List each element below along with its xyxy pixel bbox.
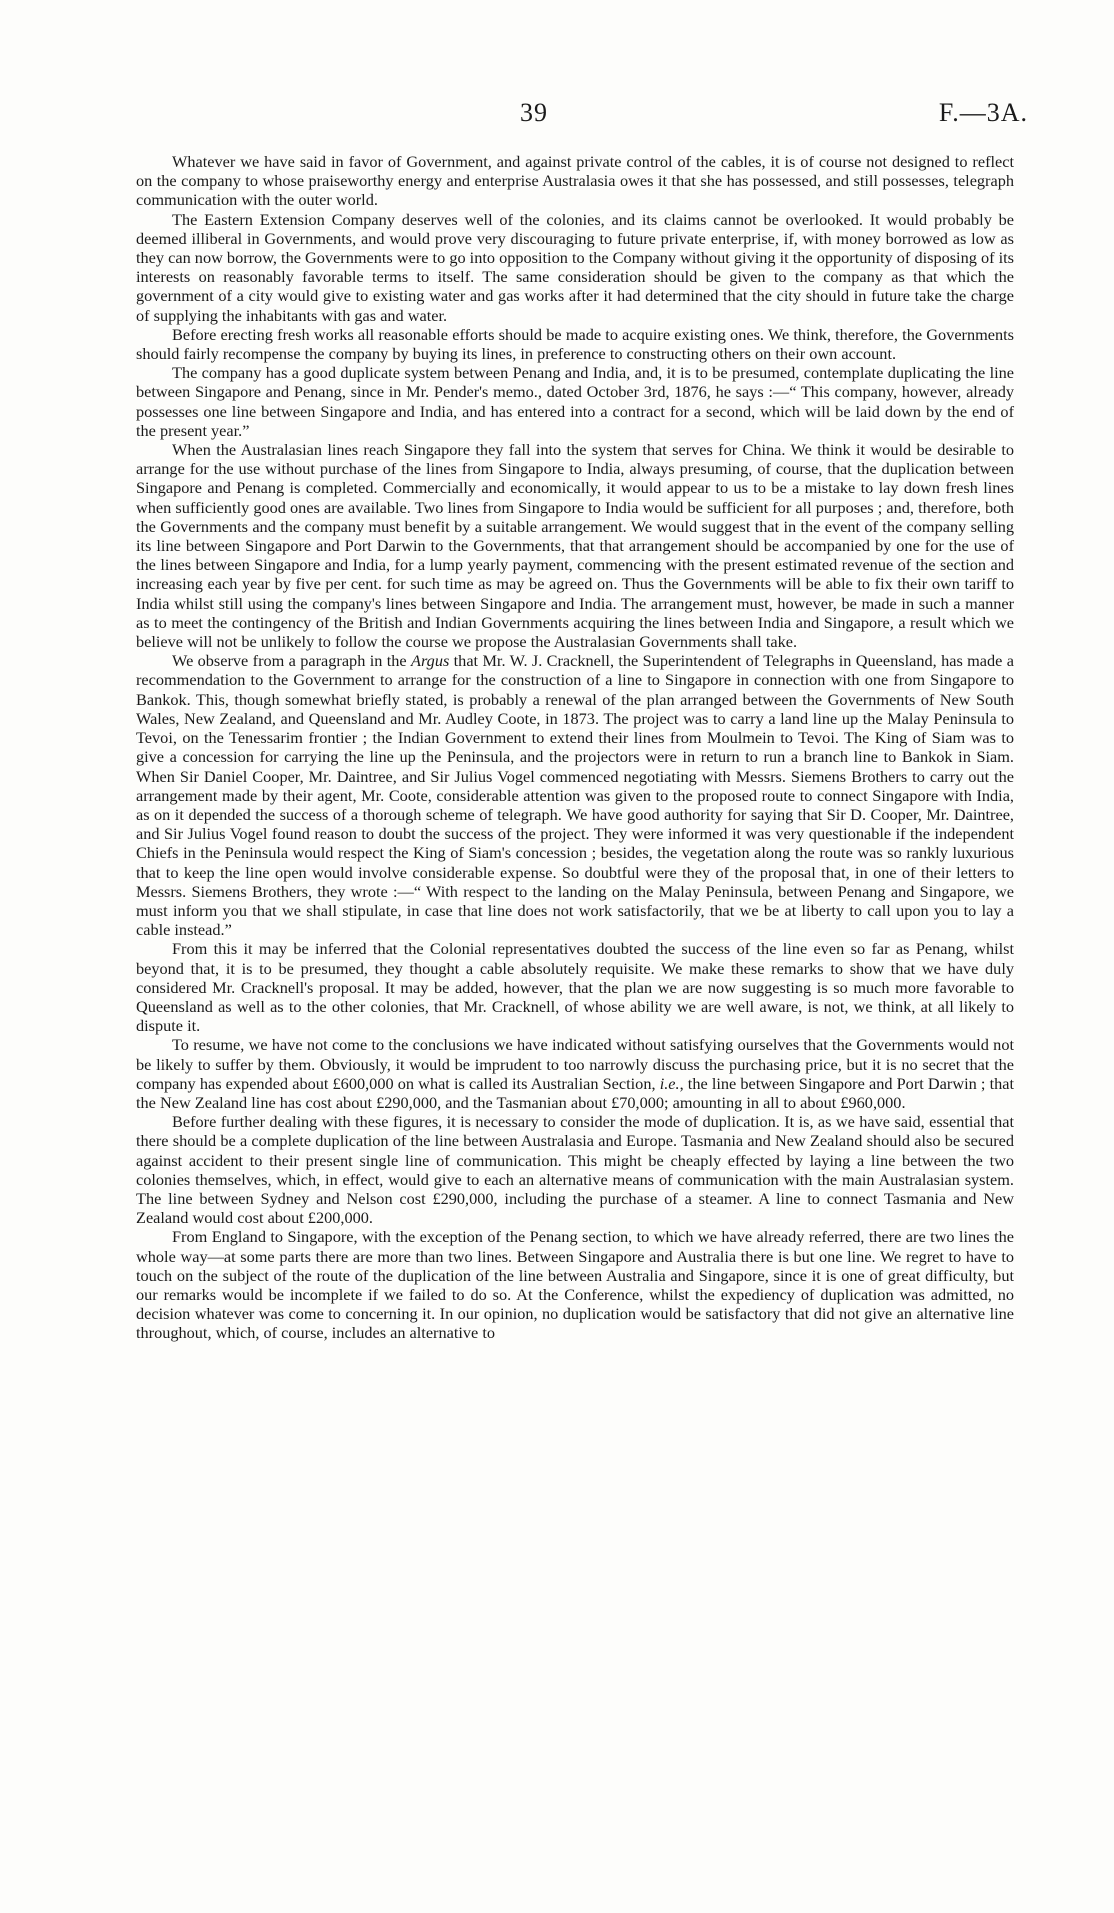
paragraph: From England to Singapore, with the exception of the Penang section, to which we have already referred, there are two lines the whole way—at some parts there are more than two lines. Between Singapore and Australia there is but one line. We regret to have to touch on the subject of the route of the duplication of the line between Australia and Singapore, since it is one of great difficulty, but our remarks would be incomplete if we failed to do so. At the Conference, whilst the expediency of duplication was admitted, no decision whatever was come to concerning it. In our opinion, no duplication would be satisfactory that did not give an alternative line throughout, which, of course, includes an alternative to [136,1227,1014,1343]
paragraph: The company has a good duplicate system between Penang and India, and, it is to be presumed, contemplate duplicating the line between Singapore and Penang, since in Mr. Pender's memo., dated October 3rd, 1876, he says :—“ This company, however, already possesses one line between Singapore and India, and has entered into a contract for a second, which will be laid down by the end of the present year.” [136,363,1014,440]
paragraph: Before erecting fresh works all reasonable efforts should be made to acquire existing ones. We think, therefore, the Governments should fairly recompense the company by buying its lines, in preference to constructing others on their own account. [136,324,1014,364]
paragraph: From this it may be inferred that the Colonial representatives doubted the success of the line even so far as Penang, whilst beyond that, it is to be presumed, they thought a cable absolutely requisite. We make these remarks to show that we have duly considered Mr. Cracknell's proposal. It may be added, however, that the plan we are now suggesting is so much more favorable to Queensland as well as to the other colonies, that Mr. Cracknell, of whose ability we are well aware, is not, we think, at all likely to dispute it. [136,939,1014,1036]
page-number: 39 [520,98,548,127]
paragraph: To resume, we have not come to the conclusions we have indicated without satisfying ourselves that the Governments would not be likely to suffer by them. Obviously, it would be imprudent to too narrowly discuss the purchasing price, but it is no secret that the company has expended about £600,000 on what is called its Australian Section, i.e., the line between Singapore and Port Darwin ; that the New Zealand line has cost about £290,000, and the Tasmanian about £70,000; amounting in all to about £960,000. [136,1035,1014,1112]
body-text [136,152,1014,1343]
paragraph: Before further dealing with these figures, it is necessary to consider the mode of duplication. It is, as we have said, essential that there should be a complete duplication of the line between Australasia and Europe. Tasmania and New Zealand should also be secured against accident to their present single line of communication. This might be cheaply effected by laying a line between the two colonies themselves, which, in effect, would give to each an alternative means of communication with the main Australasian system. The line between Sydney and Nelson cost £290,000, including the purchase of a steamer. A line to connect Tasmania and New Zealand would cost about £200,000. [136,1112,1014,1228]
paragraph: The Eastern Extension Company deserves well of the colonies, and its claims cannot be overlooked. It would probably be deemed illiberal in Governments, and would prove very discouraging to future private enterprise, if, with money borrowed as low as they can now borrow, the Governments were to go into opposition to the Company without giving it the opportunity of disposing of its interests on reasonably favorable terms to itself. The same consideration should be given to the company as that which the government of a city would give to existing water and gas works after it had determined that the city should in future take the charge of supplying the inhabitants with gas and water. [136,209,1014,325]
page-header [0,98,1114,132]
paragraph: When the Australasian lines reach Singapore they fall into the system that serves for China. We think it would be desirable to arrange for the use without purchase of the lines from Singapore to India, always presuming, of course, that the duplication between Singapore and Penang is completed. Commercially and economically, it would appear to us to be a mistake to lay down fresh lines when sufficiently good ones are available. Two lines from Singapore to India would be sufficient for all purposes ; and, therefore, both the Governments and the company must benefit by a suitable arrangement. We would suggest that in the event of the company selling its line between Singapore and Port Darwin to the Governments, that that arrangement should be accompanied by one for the use of the lines between Singapore and India, for a lump yearly payment, commencing with the present estimated revenue of the section and increasing each year by five per cent. for such time as may be agreed on. Thus the Governments will be able to fix their own tariff to India whilst still using the company's lines between Singapore and India. The arrangement must, however, be made in such a manner as to meet the contingency of the British and Indian Governments acquiring the lines between India and Singapore, a result which we believe will not be unlikely to follow the course we propose the Australasian Governments shall take. [136,440,1014,652]
paragraph: We observe from a paragraph in the Argus that Mr. W. J. Cracknell, the Superintendent of Telegraphs in Queensland, has made a recommendation to the Government to arrange for the construction of a line to Singapore in connection with one from Singapore to Bankok. This, though somewhat briefly stated, is probably a renewal of the plan arranged between the Governments of New South Wales, New Zealand, and Queensland and Mr. Audley Coote, in 1873. The project was to carry a land line up the Malay Peninsula to Tevoi, on the Tenessarim frontier ; the Indian Government to extend their lines from Moulmein to Tevoi. The King of Siam was to give a concession for carrying the line up the Peninsula, and the projectors were in return to run a branch line to Bankok in Siam. When Sir Daniel Cooper, Mr. Daintree, and Sir Julius Vogel commenced negotiating with Messrs. Siemens Brothers to carry out the arrangement made by their agent, Mr. Coote, considerable attention was given to the proposed route to connect Singapore with India, as on it depended the success of a thorough scheme of telegraph. We have good authority for saying that Sir D. Cooper, Mr. Daintree, and Sir Julius Vogel found reason to doubt the success of the project. They were informed it was very questionable if the independent Chiefs in the Peninsula would respect the King of Siam's concession ; besides, the vegetation along the route was so rankly luxurious that to keep the line open would involve considerable expense. So doubtful were they of the proposal that, in one of their letters to Messrs. Siemens Brothers, they wrote :—“ With respect to the landing on the Malay Peninsula, between Penang and Singapore, we must inform you that we shall stipulate, in case that line does not work satisfactorily, that we be at liberty to call upon you to lay a cable instead.” [136,651,1014,940]
paragraph: Whatever we have said in favor of Government, and against private control of the cables, it is of course not designed to reflect on the company to whose praiseworthy energy and enterprise Australasia owes it that she has possessed, and still possesses, telegraph communication with the outer world. [136,152,1014,210]
document-reference: F.—3A. [938,98,1028,127]
